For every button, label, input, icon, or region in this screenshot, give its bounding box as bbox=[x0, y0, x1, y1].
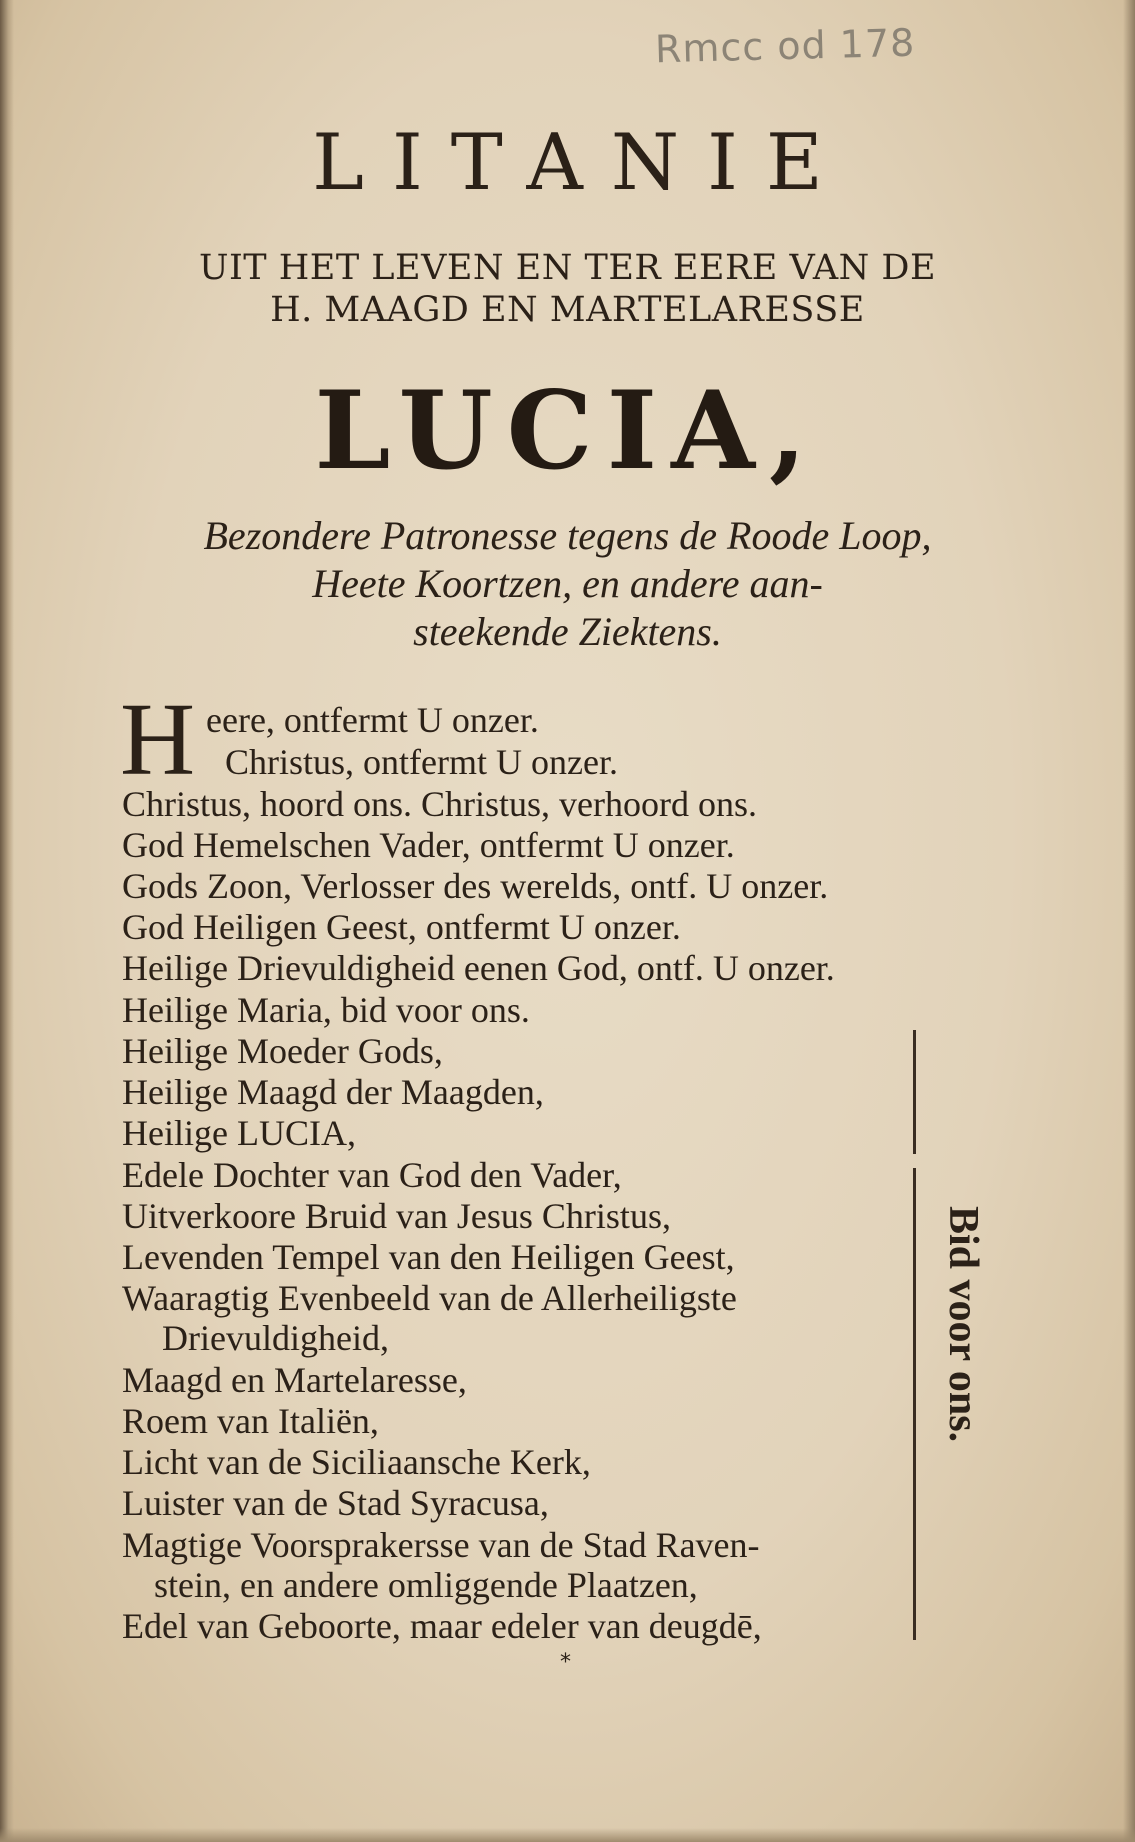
page-title: LITANIE bbox=[312, 118, 851, 208]
response-label: Bid voor ons. bbox=[940, 1206, 986, 1443]
litany-line: Christus, hoord ons. Christus, verhoord ons. bbox=[122, 784, 758, 824]
litany-line: eere, ontfermt U onzer. bbox=[206, 700, 539, 740]
description-line-3: steekende Ziektens. bbox=[413, 609, 722, 654]
litany-line: Heilige Drievuldigheid eenen God, ontf. U onzer. bbox=[122, 948, 835, 988]
ornament-asterisk: * bbox=[560, 1650, 571, 1675]
drop-cap: H bbox=[120, 682, 196, 797]
litany-line: Levenden Tempel van den Heiligen Geest, bbox=[122, 1237, 735, 1277]
litany-line: Edele Dochter van God den Vader, bbox=[122, 1155, 622, 1195]
saint-name: LUCIA, bbox=[314, 368, 821, 494]
litany-line: Drievuldigheid, bbox=[162, 1318, 389, 1358]
litany-line: Heilige Maagd der Maagden, bbox=[122, 1072, 544, 1112]
litany-line: Christus, ontfermt U onzer. bbox=[225, 742, 618, 782]
litany-line: Heilige Moeder Gods, bbox=[122, 1031, 443, 1071]
litany-line: God Heiligen Geest, ontfermt U onzer. bbox=[122, 907, 681, 947]
litany-line: God Hemelschen Vader, ontfermt U onzer. bbox=[122, 825, 735, 865]
description-line-2: Heete Koortzen, en andere aan- bbox=[312, 561, 823, 606]
litany-line: Maagd en Martelaresse, bbox=[122, 1360, 467, 1400]
subtitle-line-2: H. MAAGD EN MARTELARESSE bbox=[270, 290, 865, 330]
litany-line: Uitverkoore Bruid van Jesus Christus, bbox=[122, 1196, 671, 1236]
response-bracket-upper bbox=[913, 1030, 916, 1154]
description-line-1: Bezondere Patronesse tegens de Roode Loop, bbox=[203, 513, 932, 558]
litany-line: Gods Zoon, Verlosser des werelds, ontf. U onzer. bbox=[122, 866, 829, 906]
litany-line: Roem van Italiën, bbox=[122, 1401, 379, 1441]
litany-line: Licht van de Siciliaansche Kerk, bbox=[122, 1442, 591, 1482]
response-bracket-lower bbox=[913, 1168, 916, 1640]
litany-line: Magtige Voorsprakersse van de Stad Raven- bbox=[122, 1525, 760, 1565]
litany-line: Waaragtig Evenbeeld van de Allerheiligste bbox=[122, 1278, 737, 1318]
page-edge-bottom bbox=[0, 1828, 1135, 1842]
litany-line: stein, en andere omliggende Plaatzen, bbox=[154, 1565, 698, 1605]
litany-line: Heilige LUCIA, bbox=[122, 1113, 356, 1153]
pencil-annotation: Rmcc od 178 bbox=[654, 20, 916, 72]
subtitle-line-1: UIT HET LEVEN EN TER EERE VAN DE bbox=[198, 248, 937, 288]
litany-line: Heilige Maria, bid voor ons. bbox=[122, 990, 530, 1030]
litany-line: Luister van de Stad Syracusa, bbox=[122, 1483, 549, 1523]
litany-line: Edel van Geboorte, maar edeler van deugdē, bbox=[122, 1606, 762, 1646]
